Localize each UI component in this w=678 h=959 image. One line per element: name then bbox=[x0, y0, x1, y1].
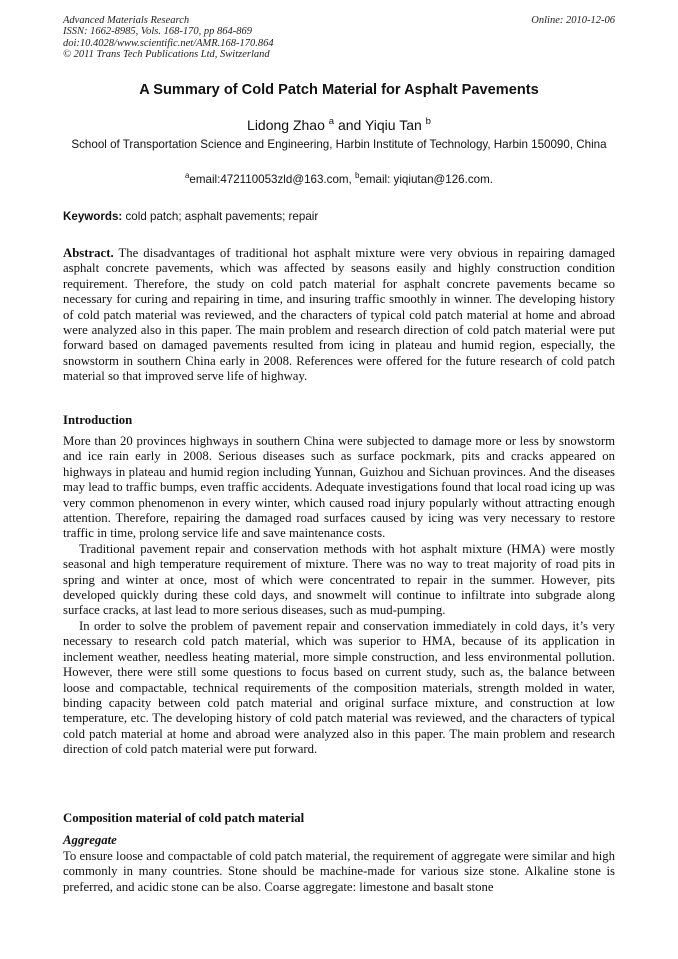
email-b: email: yiqiutan@126.com. bbox=[359, 173, 493, 186]
paper-title: A Summary of Cold Patch Material for Asphalt Pavements bbox=[139, 82, 539, 98]
email-b-marker: b bbox=[355, 171, 360, 181]
author-1-marker: a bbox=[328, 116, 335, 128]
intro-paragraph-1: More than 20 provinces highways in southern China were subjected to damage more or less by snowstorm and ice rain early in 2008. Serious diseases such as surface pockmark, pits and cracks appeared on highways in plateau and humid region including Yunnan, Guizhou and Sichuan provinces. And the diseases may lead to traffic bumps, even traffic accidents. Adequate investigations found that local road icing up was very common phenomenon in every winter, which caused road injury popularly without attracting enough attention. Therefore, repairing the damaged road surfaces caused by icing was very necessary to restore traffic in time, prolong service life and save maintenance costs. bbox=[63, 434, 615, 541]
online-date: Online: 2010-12-06 bbox=[531, 15, 615, 26]
copyright-line: © 2011 Trans Tech Publications Ltd, Switzerland bbox=[63, 48, 270, 60]
issn-line: ISSN: 1662-8985, Vols. 168-170, pp 864-869 bbox=[63, 26, 252, 38]
keywords-text: cold patch; asphalt pavements; repair bbox=[122, 210, 319, 223]
aggregate-paragraph: To ensure loose and compactable of cold patch material, the requirement of aggregate were similar and high commonly in many countries. Stone should be machine-made for various size stone. Alkaline stone is preferred, and acidic stone can be also. Coarse aggregate: limestone and basalt stone bbox=[63, 849, 615, 894]
abstract bbox=[63, 246, 615, 385]
author-2-marker: b bbox=[425, 116, 431, 128]
journal-name: Advanced Materials Research bbox=[63, 15, 190, 26]
author-1: Lidong Zhao bbox=[247, 117, 325, 133]
section-heading-composition: Composition material of cold patch material bbox=[63, 811, 305, 825]
introduction-body bbox=[63, 434, 615, 758]
email-line bbox=[63, 172, 615, 189]
intro-paragraph-2: Traditional pavement repair and conservation methods with hot asphalt mixture (HMA) were mostly seasonal and high temperature requirement of mixture. There was no way to treat majority of road pits in spring and winter at once, most of which were concentrated to repair in the summer. However, pits developed quickly during these cold days, and snowmelt will continue to infiltrate into subgrade along surface cracks, at last lead to more serious diseases, such as mud-pumping. bbox=[63, 541, 615, 618]
affiliation: School of Transportation Science and Engineering, Harbin Institute of Technology, Harbin 150090, China bbox=[71, 138, 607, 151]
keywords bbox=[63, 209, 615, 224]
keywords-label: Keywords: bbox=[63, 210, 123, 223]
intro-paragraph-3: In order to solve the problem of pavement repair and conservation immediately in cold days, it’s very necessary to research cold patch material, which was superior to HMA, because of its application in inclement weather, needless heating material, more simple construction, and less environmental pollution. However, there were still some questions to focus based on current study, such as, the balance between loose and compactable, technical requirements of the composition materials, strength molded in water, binding capacity between cold patch material and original surface mixture, and construction at low temperature, etc. The developing history of cold patch material was reviewed, and the characters of typical cold patch material at home and abroad were analyzed also in this paper. The main problem and research direction of cold patch material were put forward. bbox=[63, 618, 615, 757]
email-a-marker: a bbox=[185, 171, 190, 181]
abstract-text: The disadvantages of traditional hot asphalt mixture were very obvious in repairing damaged asphalt concrete pavements, which was affected by seasons easily and highly construction condition requirement. Therefore, the study on cold patch material for asphalt concrete pavements became so necessary for curing and repairing in time, and insuring traffic smoothly in winner. The developing history of cold patch material was reviewed, and the characters of typical cold patch material at home and abroad were analyzed also in this paper. The main problem and research direction of cold patch material were put forward based on damaged pavements resulted from icing in plateau and humid region, especially, the snowstorm in southern China early in 2008. References were offered for the future research of cold patch material so that improved serve life of highway. bbox=[63, 246, 615, 384]
email-a: email:472110053zld@163.com, bbox=[189, 173, 356, 186]
section-heading-introduction: Introduction bbox=[63, 413, 133, 427]
journal-header bbox=[63, 15, 483, 60]
abstract-label: Abstract. bbox=[63, 246, 114, 260]
subsection-heading-aggregate: Aggregate bbox=[63, 833, 117, 847]
author-line bbox=[63, 116, 615, 137]
author-2: Yiqiu Tan bbox=[364, 117, 422, 133]
author-conjunction: and bbox=[334, 117, 365, 133]
doi-line: doi:10.4028/www.scientific.net/AMR.168-170.864 bbox=[63, 37, 274, 49]
composition-body bbox=[63, 849, 615, 895]
